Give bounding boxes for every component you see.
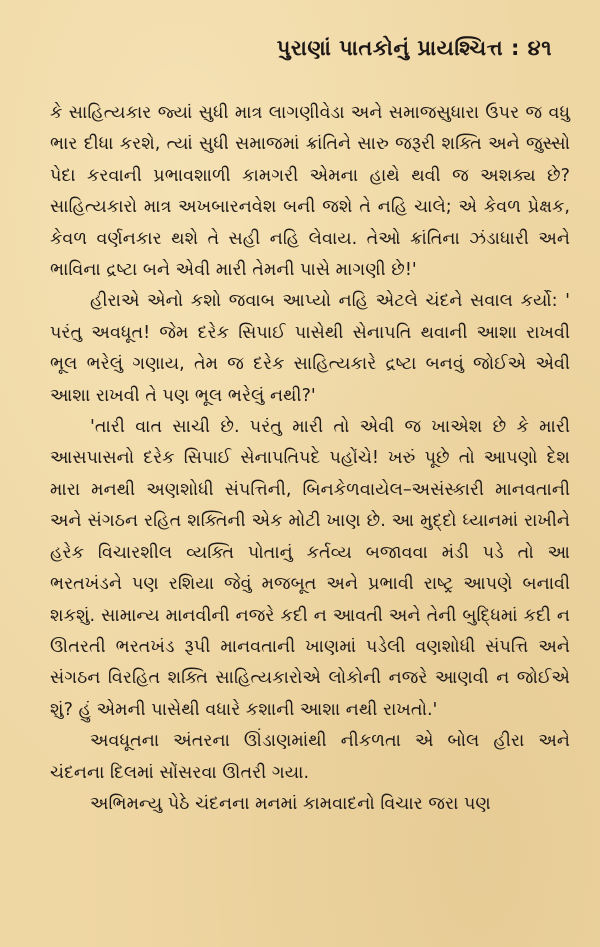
paragraph: અવધૂતના અંતરના ઊંડાણમાંથી નીકળતા એ બોલ હીરા અને ચંદનના દિલમાં સોંસરવા ઊતરી ગયા. (50, 731, 570, 783)
body-text (50, 98, 570, 820)
paragraph: અભિમન્યુ પેઠે ચંદનના મનમાં કામવાદનો વિચાર જરા પણ (90, 793, 491, 814)
paragraph: કે સાહિત્યકાર જ્યાં સુધી માત્ર લાગણીવેડા અને સમાજસુધારા ઉપર જ વધુ ભાર દીધા કરશે, ત્યાં સુધી સમાજમાં ક્રાંતિને સારુ જરૂરી શક્તિ અને જુસ્સો પેદા કરવાની પ્રભાવશાળી કામગરી એમના હાથે થવી જ અશક્ય છે? સાહિત્યકારો માત્ર અખબારનવેશ બની જશે તે નહિ ચાલે; એ કેવળ પ્રેક્ષક, કેવળ વર્ણનકાર થશે તે સહી નહિ લેવાય. તેઓ ક્રાંતિના ઝંડાધારી અને ભાવિના દ્રષ્ટા બને એવી મારી તેમની પાસે માગણી છે!' (50, 103, 570, 281)
paragraph: હીરાએ એનો કશો જવાબ આપ્યો નહિ એટલે ચંદને સવાલ કર્યો: ' પરંતુ અવધૂત! જેમ દરેક સિપાઈ પાસેથી સેનાપતિ થવાની આશા રાખવી ભૂલ ભરેલું ગણાય, તેમ જ દરેક સાહિત્યકારે દ્રષ્ટા બનવું જોઈએ એવી આશા રાખવી તે પણ ભૂલ ભરેલું નથી?' (50, 291, 570, 406)
paragraph: 'તારી વાત સાચી છે. પરંતુ મારી તો એવી જ ખાએશ છે કે મારી આસપાસનો દરેક સિપાઈ સેનાપતિપદે પહોંચે! ખરું પૂછે તો આપણો દેશ મારા મનથી અણશોધી સંપત્તિની, બિનકેળવાયેલ–અસંસ્કારી માનવતાની અને સંગઠન રહિત શક્તિની એક મોટી ખાણ છે. આ મુદ્દો ધ્યાનમાં રાખીને હરેક વિચારશીલ વ્યક્તિ પોતાનું કર્તવ્ય બજાવવા મંડી પડે તો આ ભરતખંડને પણ રશિયા જેવું મજબૂત અને પ્રભાવી રાષ્ટ્ર આપણે બનાવી શકશું. સામાન્ય માનવીની નજરે કદી ન આવતી અને તેની બુદ્ધિમાં કદી ન ઊતરતી ભરતખંડ રૂપી માનવતાની ખાણમાં પડેલી વણશોધી સંપત્તિ અને સંગઠન વિરહિત શક્તિ સાહિત્યકારોએ લોકોની નજરે આણવી ન જોઈએ શું? હું એમની પાસેથી વધારે કશાની આશા નથી રાખતો.' (50, 417, 570, 720)
running-head: પુરાણાં પાતકોનું પ્રાયશ્ચિત્ત : ૪૧ (276, 36, 552, 60)
